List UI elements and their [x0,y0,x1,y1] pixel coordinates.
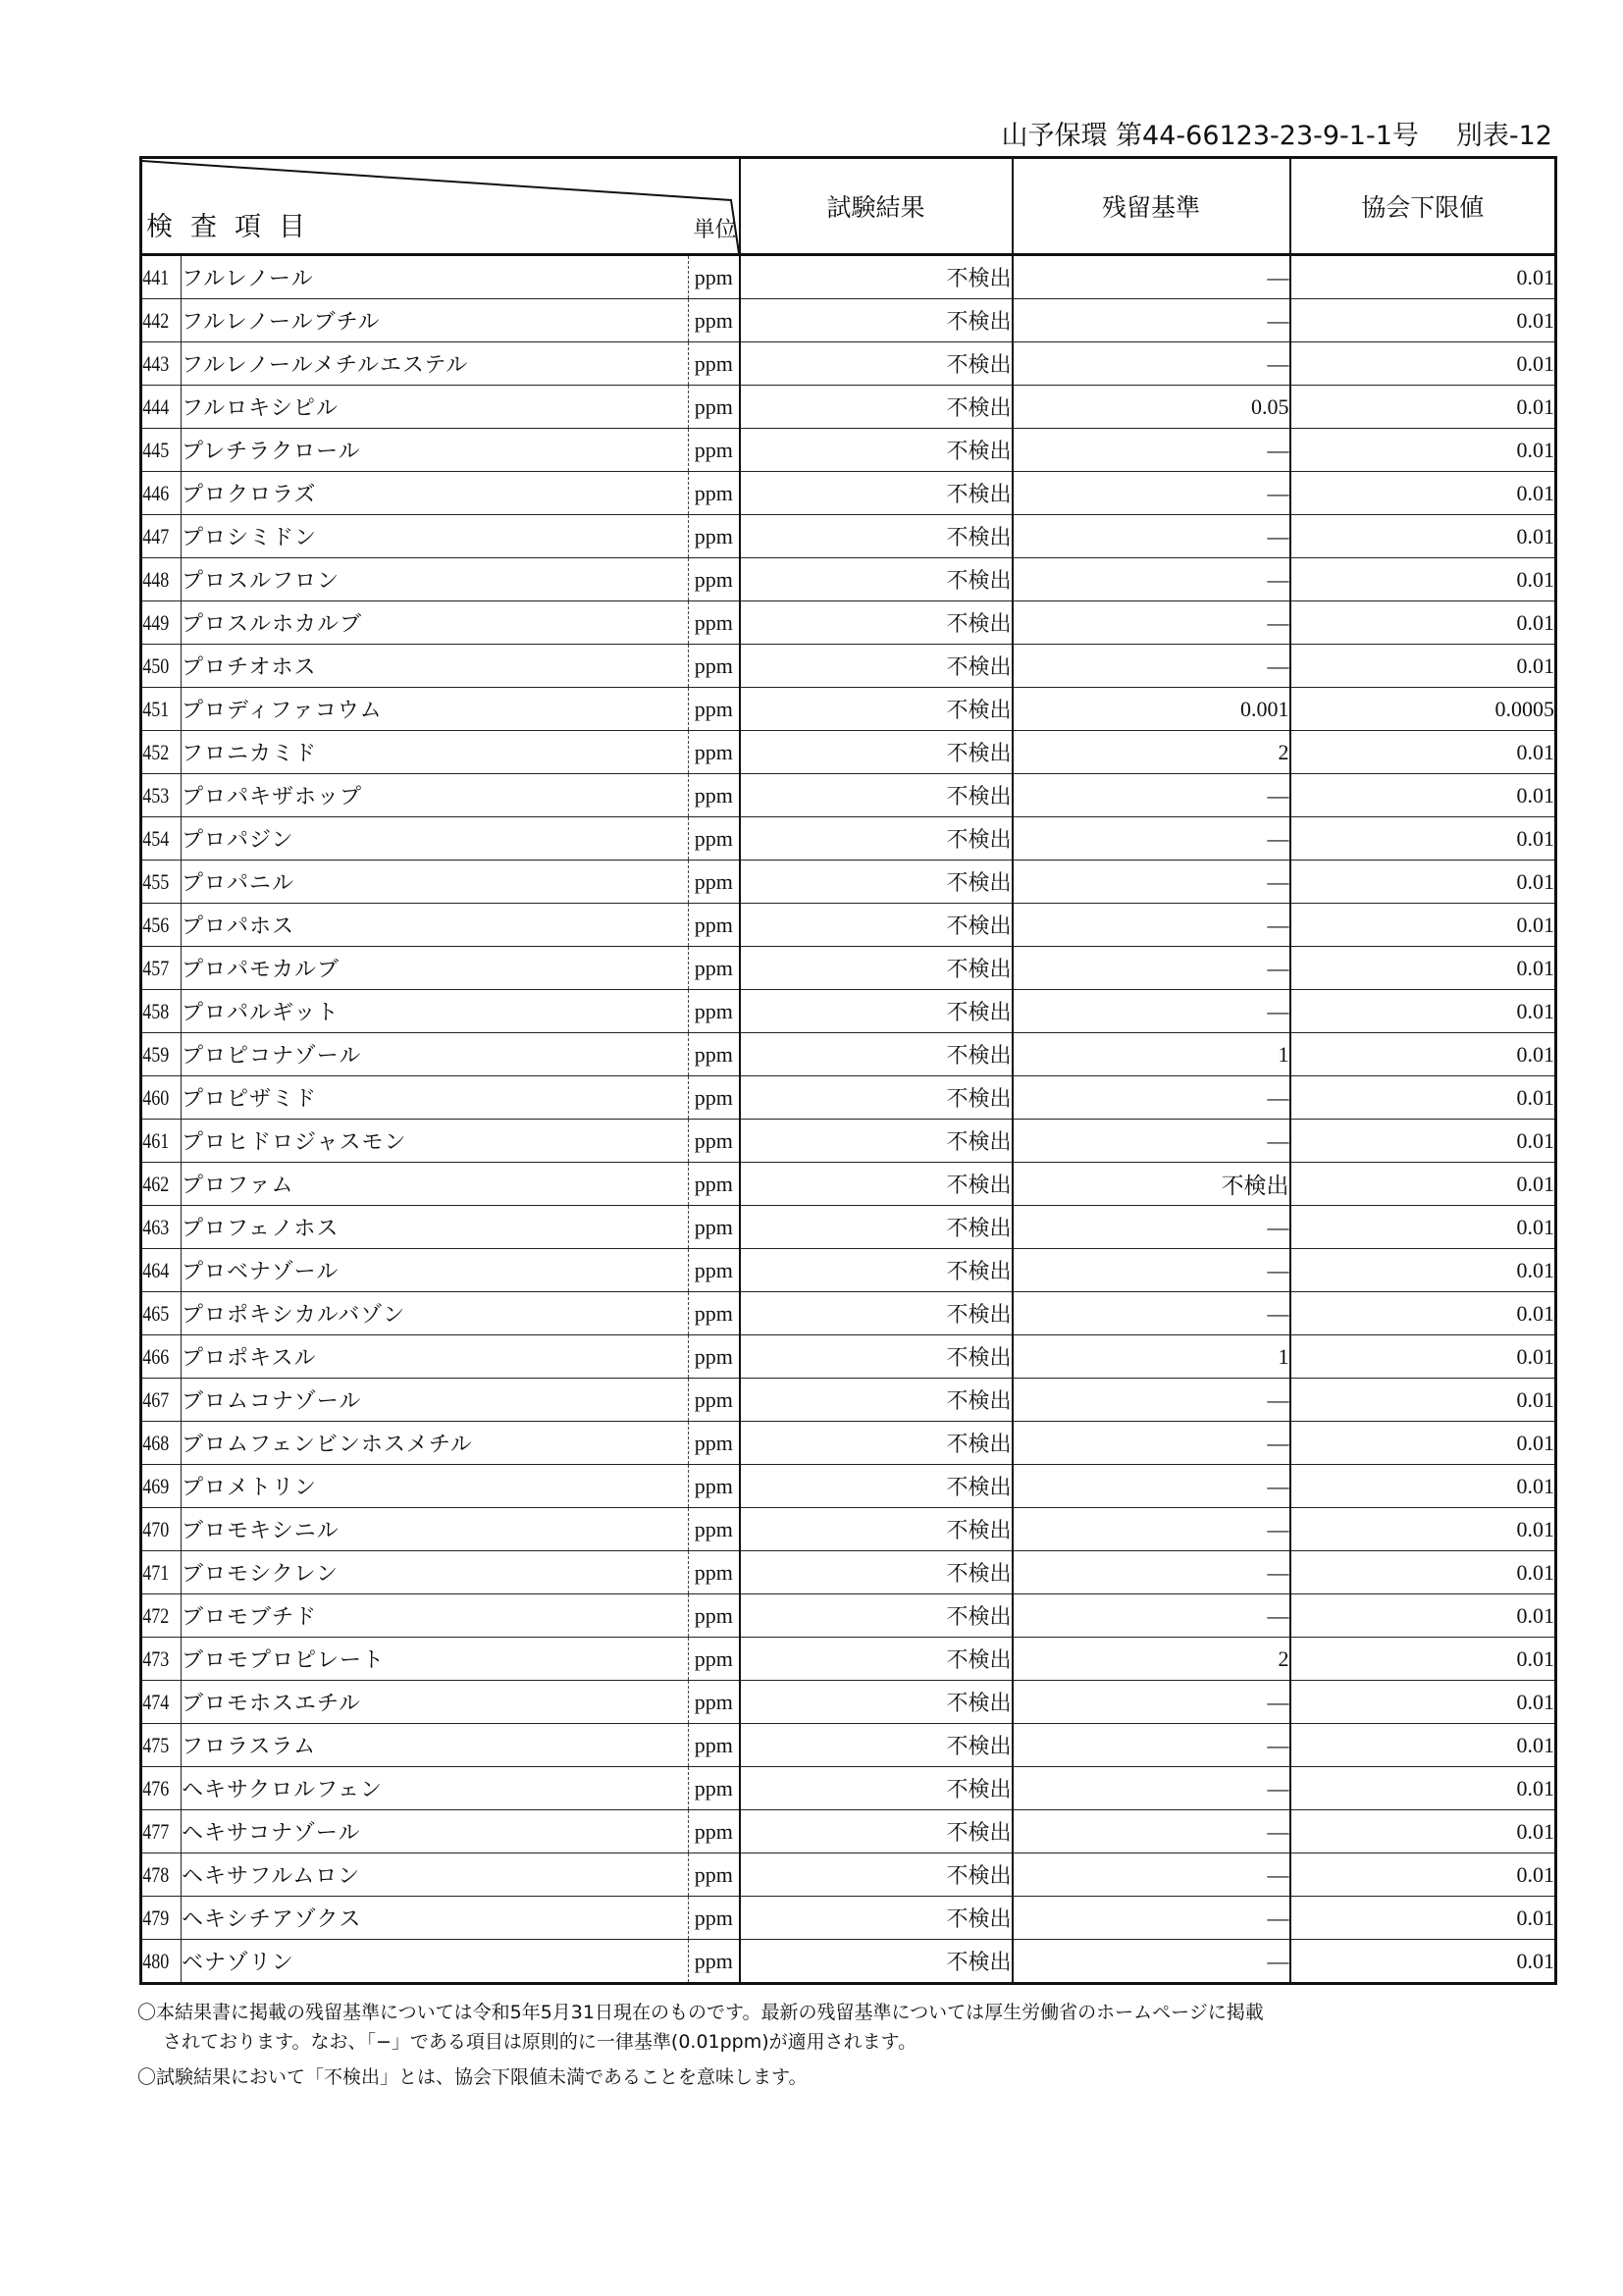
item-unit: ppm [689,1206,740,1249]
document-reference [1001,114,1552,152]
item-name: フロラスラム [182,1724,689,1767]
residue-standard: — [1013,774,1290,817]
item-number: 457 [141,947,175,990]
lower-limit: 0.01 [1290,1551,1556,1594]
item-name: プロヒドロジャスモン [182,1120,689,1163]
test-result: 不検出 [740,1853,1013,1897]
header-unit: 単位 [693,218,737,242]
item-name: プロパモカルブ [182,947,689,990]
residue-standard: 不検出 [1013,1163,1290,1206]
table-row [141,342,1556,386]
item-name: プロベナゾール [182,1249,689,1292]
lower-limit: 0.01 [1290,1767,1556,1810]
test-result: 不検出 [740,1422,1013,1465]
item-number: 465 [141,1292,175,1335]
test-result: 不検出 [740,774,1013,817]
lower-limit: 0.01 [1290,990,1556,1033]
item-name: ヘキシチアゾクス [182,1897,689,1940]
lower-limit: 0.01 [1290,342,1556,386]
item-number: 453 [141,774,175,817]
test-result: 不検出 [740,1638,1013,1681]
residue-standard: — [1013,601,1290,645]
residue-standard: — [1013,1681,1290,1724]
item-unit: ppm [689,688,740,731]
table-row [141,1206,1556,1249]
lower-limit: 0.01 [1290,386,1556,429]
item-number: 471 [141,1551,175,1594]
table-row [141,558,1556,601]
residue-standard: — [1013,1120,1290,1163]
item-name: プロシミドン [182,515,689,558]
item-number: 470 [141,1508,175,1551]
table-row [141,1508,1556,1551]
test-result: 不検出 [740,1897,1013,1940]
residue-standard: — [1013,1249,1290,1292]
item-name: ヘキサフルムロン [182,1853,689,1897]
lower-limit: 0.01 [1290,1249,1556,1292]
item-unit: ppm [689,1335,740,1379]
residue-standard: — [1013,1292,1290,1335]
lower-limit: 0.01 [1290,1120,1556,1163]
table-row [141,1638,1556,1681]
item-name: プロチオホス [182,645,689,688]
test-result: 不検出 [740,299,1013,342]
table-row [141,1853,1556,1897]
item-number: 443 [141,342,175,386]
item-unit: ppm [689,1120,740,1163]
test-result: 不検出 [740,1163,1013,1206]
appendix-label: 別表-12 [1455,121,1552,151]
item-unit: ppm [689,1551,740,1594]
residue-standard: — [1013,255,1290,299]
item-number: 472 [141,1594,175,1638]
item-unit: ppm [689,1508,740,1551]
test-result: 不検出 [740,1120,1013,1163]
item-unit: ppm [689,558,740,601]
item-unit: ppm [689,1681,740,1724]
lower-limit: 0.01 [1290,1638,1556,1681]
item-number: 464 [141,1249,175,1292]
item-unit: ppm [689,1853,740,1897]
table-row [141,1292,1556,1335]
lower-limit: 0.01 [1290,558,1556,601]
item-name: フルレノール [182,255,689,299]
lower-limit: 0.01 [1290,1335,1556,1379]
residue-standard: — [1013,1594,1290,1638]
item-unit: ppm [689,255,740,299]
lower-limit: 0.01 [1290,1422,1556,1465]
lower-limit: 0.01 [1290,472,1556,515]
item-number: 468 [141,1422,175,1465]
item-number: 451 [141,688,175,731]
test-result: 不検出 [740,342,1013,386]
residue-standard: — [1013,558,1290,601]
lower-limit: 0.01 [1290,904,1556,947]
test-result: 不検出 [740,688,1013,731]
table-row [141,1724,1556,1767]
residue-standard: 2 [1013,731,1290,774]
table-row [141,861,1556,904]
item-unit: ppm [689,1940,740,1984]
test-result: 不検出 [740,601,1013,645]
item-name: プロピザミド [182,1076,689,1120]
header-standard: 残留基準 [1013,158,1290,255]
item-unit: ppm [689,299,740,342]
note-residue-standard-cont: されております。なお、「−」である項目は原則的に一律基準(0.01ppm)が適用されます。 [163,2031,917,2053]
residue-standard: — [1013,1551,1290,1594]
residue-standard: — [1013,1465,1290,1508]
residue-standard: — [1013,861,1290,904]
test-result: 不検出 [740,817,1013,861]
item-unit: ppm [689,342,740,386]
lower-limit: 0.01 [1290,1206,1556,1249]
lower-limit: 0.01 [1290,1379,1556,1422]
header-item-unit [141,158,740,255]
header-lower-limit: 協会下限値 [1290,158,1556,255]
item-name: ヘキサコナゾール [182,1810,689,1853]
residue-standard: — [1013,299,1290,342]
residue-standard: 1 [1013,1033,1290,1076]
residue-standard: 2 [1013,1638,1290,1681]
table-row [141,472,1556,515]
item-name: ブロモシクレン [182,1551,689,1594]
item-unit: ppm [689,429,740,472]
residue-standard: — [1013,1422,1290,1465]
item-unit: ppm [689,1724,740,1767]
test-result: 不検出 [740,1033,1013,1076]
item-number: 442 [141,299,175,342]
table-row [141,1422,1556,1465]
item-number: 476 [141,1767,175,1810]
item-number: 448 [141,558,175,601]
item-unit: ppm [689,774,740,817]
item-number: 447 [141,515,175,558]
footnotes [137,1998,1264,2092]
note-residue-standard: 〇本結果書に掲載の残留基準については令和5年5月31日現在のものです。最新の残留基準については厚生労働省のホームページに掲載 [137,2002,1264,2023]
item-unit: ppm [689,861,740,904]
item-number: 459 [141,1033,175,1076]
residue-standard: — [1013,817,1290,861]
item-name: ブロモホスエチル [182,1681,689,1724]
item-name: プレチラクロール [182,429,689,472]
item-unit: ppm [689,1422,740,1465]
item-name: プロピコナゾール [182,1033,689,1076]
lower-limit: 0.01 [1290,1681,1556,1724]
residue-standard: — [1013,429,1290,472]
table-row [141,1465,1556,1508]
item-name: プロフェノホス [182,1206,689,1249]
test-result: 不検出 [740,515,1013,558]
item-number: 467 [141,1379,175,1422]
item-name: ブロモプロピレート [182,1638,689,1681]
item-number: 458 [141,990,175,1033]
table-row [141,904,1556,947]
table-row [141,1249,1556,1292]
test-result: 不検出 [740,1508,1013,1551]
lower-limit: 0.01 [1290,1810,1556,1853]
item-name: プロポキスル [182,1335,689,1379]
test-result: 不検出 [740,1940,1013,1984]
lower-limit: 0.01 [1290,1940,1556,1984]
item-unit: ppm [689,1292,740,1335]
test-result: 不検出 [740,1465,1013,1508]
item-number: 455 [141,861,175,904]
item-name: ベナゾリン [182,1951,294,1975]
item-name: プロパホス [182,904,689,947]
table-row [141,386,1556,429]
table-row [141,1810,1556,1853]
item-name: フルロキシピル [182,386,689,429]
item-unit: ppm [689,1638,740,1681]
table-row [141,1897,1556,1940]
item-name: ブロモブチド [182,1594,689,1638]
item-unit: ppm [689,990,740,1033]
item-name: プロファム [182,1163,689,1206]
test-result: 不検出 [740,1249,1013,1292]
item-number: 446 [141,472,175,515]
lower-limit: 0.01 [1290,1594,1556,1638]
test-result: 不検出 [740,990,1013,1033]
lower-limit: 0.01 [1290,515,1556,558]
table-row [141,1940,1556,1984]
residue-standard: — [1013,990,1290,1033]
table-row [141,255,1556,299]
table-row [141,1551,1556,1594]
item-unit: ppm [689,1897,740,1940]
item-number: 445 [141,429,175,472]
test-result: 不検出 [740,386,1013,429]
residue-standard: — [1013,342,1290,386]
table-row [141,817,1556,861]
test-result: 不検出 [740,1206,1013,1249]
lower-limit: 0.01 [1290,817,1556,861]
lower-limit: 0.01 [1290,947,1556,990]
lower-limit: 0.01 [1290,429,1556,472]
item-name: ブロモキシニル [182,1508,689,1551]
table-row [141,1120,1556,1163]
lower-limit: 0.01 [1290,1465,1556,1508]
residue-standard: — [1013,472,1290,515]
lower-limit: 0.01 [1290,1853,1556,1897]
lower-limit: 0.01 [1290,1033,1556,1076]
residue-standard: — [1013,1076,1290,1120]
item-unit: ppm [689,386,740,429]
header-result: 試験結果 [740,158,1013,255]
item-number: 475 [141,1724,175,1767]
item-unit: ppm [689,817,740,861]
item-number: 478 [141,1853,175,1897]
test-result: 不検出 [740,1810,1013,1853]
test-result: 不検出 [740,1681,1013,1724]
item-number: 479 [141,1897,175,1940]
item-unit: ppm [689,1594,740,1638]
item-name: ブロムコナゾール [182,1379,689,1422]
test-result: 不検出 [740,947,1013,990]
lower-limit: 0.01 [1290,1163,1556,1206]
lower-limit: 0.01 [1290,774,1556,817]
table-row [141,774,1556,817]
table-row [141,1335,1556,1379]
item-number: 460 [141,1076,175,1120]
item-name: プロパキザホップ [182,774,689,817]
lower-limit: 0.01 [1290,731,1556,774]
lower-limit: 0.01 [1290,1897,1556,1940]
item-name: ヘキサクロルフェン [182,1767,689,1810]
test-result: 不検出 [740,1724,1013,1767]
residue-standard: — [1013,1853,1290,1897]
table-row [141,1033,1556,1076]
table-row [141,299,1556,342]
residue-standard: — [1013,645,1290,688]
test-result: 不検出 [740,904,1013,947]
residue-standard: — [1013,1810,1290,1853]
lower-limit: 0.01 [1290,1508,1556,1551]
table-row [141,1379,1556,1422]
test-result: 不検出 [740,1767,1013,1810]
item-name: プロパニル [182,861,689,904]
item-number: 462 [141,1163,175,1206]
test-result: 不検出 [740,429,1013,472]
test-result: 不検出 [740,472,1013,515]
test-result: 不検出 [740,1551,1013,1594]
residue-standard: — [1013,947,1290,990]
residue-standard: — [1013,904,1290,947]
item-unit: ppm [689,601,740,645]
table-row [141,731,1556,774]
table-row [141,515,1556,558]
item-number: 469 [141,1465,175,1508]
item-name: プロパルギット [182,990,689,1033]
header-item: 検査項目 [146,212,323,242]
item-name: フルレノールブチル [182,299,689,342]
item-number: 463 [141,1206,175,1249]
item-number: 480 [141,1940,175,1984]
item-unit: ppm [689,947,740,990]
residue-standard: — [1013,1206,1290,1249]
lower-limit: 0.01 [1290,861,1556,904]
residue-standard: 0.001 [1013,688,1290,731]
residue-test-table [139,156,1557,1985]
item-unit: ppm [689,731,740,774]
table-header-row [141,158,1556,255]
item-unit: ppm [689,904,740,947]
table-row [141,1594,1556,1638]
test-result: 不検出 [740,558,1013,601]
item-name: プロクロラズ [182,472,689,515]
item-unit: ppm [689,1767,740,1810]
test-result: 不検出 [740,1335,1013,1379]
lower-limit: 0.01 [1290,1292,1556,1335]
table-row [141,429,1556,472]
item-unit: ppm [689,515,740,558]
table-row [141,1767,1556,1810]
item-name: プロスルフロン [182,558,689,601]
item-unit: ppm [689,1076,740,1120]
test-result: 不検出 [740,1292,1013,1335]
item-name: フルレノールメチルエステル [182,342,689,386]
lower-limit: 0.01 [1290,1076,1556,1120]
table-row [141,688,1556,731]
item-number: 441 [141,255,175,299]
note-not-detected: 〇試験結果において「不検出」とは、協会下限値未満であることを意味します。 [137,2066,808,2088]
item-name: プロポキシカルバゾン [182,1292,689,1335]
table-row [141,947,1556,990]
test-result: 不検出 [740,731,1013,774]
item-unit: ppm [689,472,740,515]
residue-standard: — [1013,1940,1290,1984]
item-number: 449 [141,601,175,645]
table-row [141,990,1556,1033]
item-number: 477 [141,1810,175,1853]
test-result: 不検出 [740,1076,1013,1120]
item-unit: ppm [689,1163,740,1206]
item-number: 473 [141,1638,175,1681]
item-number: 454 [141,817,175,861]
item-number: 450 [141,645,175,688]
item-name: プロスルホカルブ [182,601,689,645]
residue-standard: 0.05 [1013,386,1290,429]
lower-limit: 0.01 [1290,645,1556,688]
item-name: ブロムフェンビンホスメチル [182,1422,689,1465]
test-result: 不検出 [740,1379,1013,1422]
test-result: 不検出 [740,1594,1013,1638]
test-result: 不検出 [740,861,1013,904]
item-unit: ppm [689,1379,740,1422]
item-number: 474 [141,1681,175,1724]
table-row [141,601,1556,645]
residue-standard: 1 [1013,1335,1290,1379]
item-name: プロメトリン [182,1465,689,1508]
residue-standard: — [1013,515,1290,558]
item-unit: ppm [689,1465,740,1508]
item-number: 444 [141,386,175,429]
test-result: 不検出 [740,645,1013,688]
test-result: 不検出 [740,255,1013,299]
item-unit: ppm [689,645,740,688]
item-name: プロパジン [182,817,689,861]
lower-limit: 0.01 [1290,299,1556,342]
residue-standard: — [1013,1767,1290,1810]
table-row [141,645,1556,688]
item-unit: ppm [689,1810,740,1853]
lower-limit: 0.01 [1290,601,1556,645]
item-number: 456 [141,904,175,947]
table-row [141,1163,1556,1206]
lower-limit: 0.0005 [1290,688,1556,731]
lower-limit: 0.01 [1290,1724,1556,1767]
residue-standard: — [1013,1379,1290,1422]
item-number: 461 [141,1120,175,1163]
item-unit: ppm [689,1249,740,1292]
item-number: 466 [141,1335,175,1379]
item-name: プロディファコウム [182,688,689,731]
table-row [141,1076,1556,1120]
table-row [141,1681,1556,1724]
residue-standard: — [1013,1897,1290,1940]
document-number: 山予保環 第44-66123-23-9-1-1号 [1001,121,1419,151]
residue-standard: — [1013,1508,1290,1551]
item-name: フロニカミド [182,731,689,774]
residue-standard: — [1013,1724,1290,1767]
item-number: 452 [141,731,175,774]
item-unit: ppm [689,1033,740,1076]
lower-limit: 0.01 [1290,255,1556,299]
